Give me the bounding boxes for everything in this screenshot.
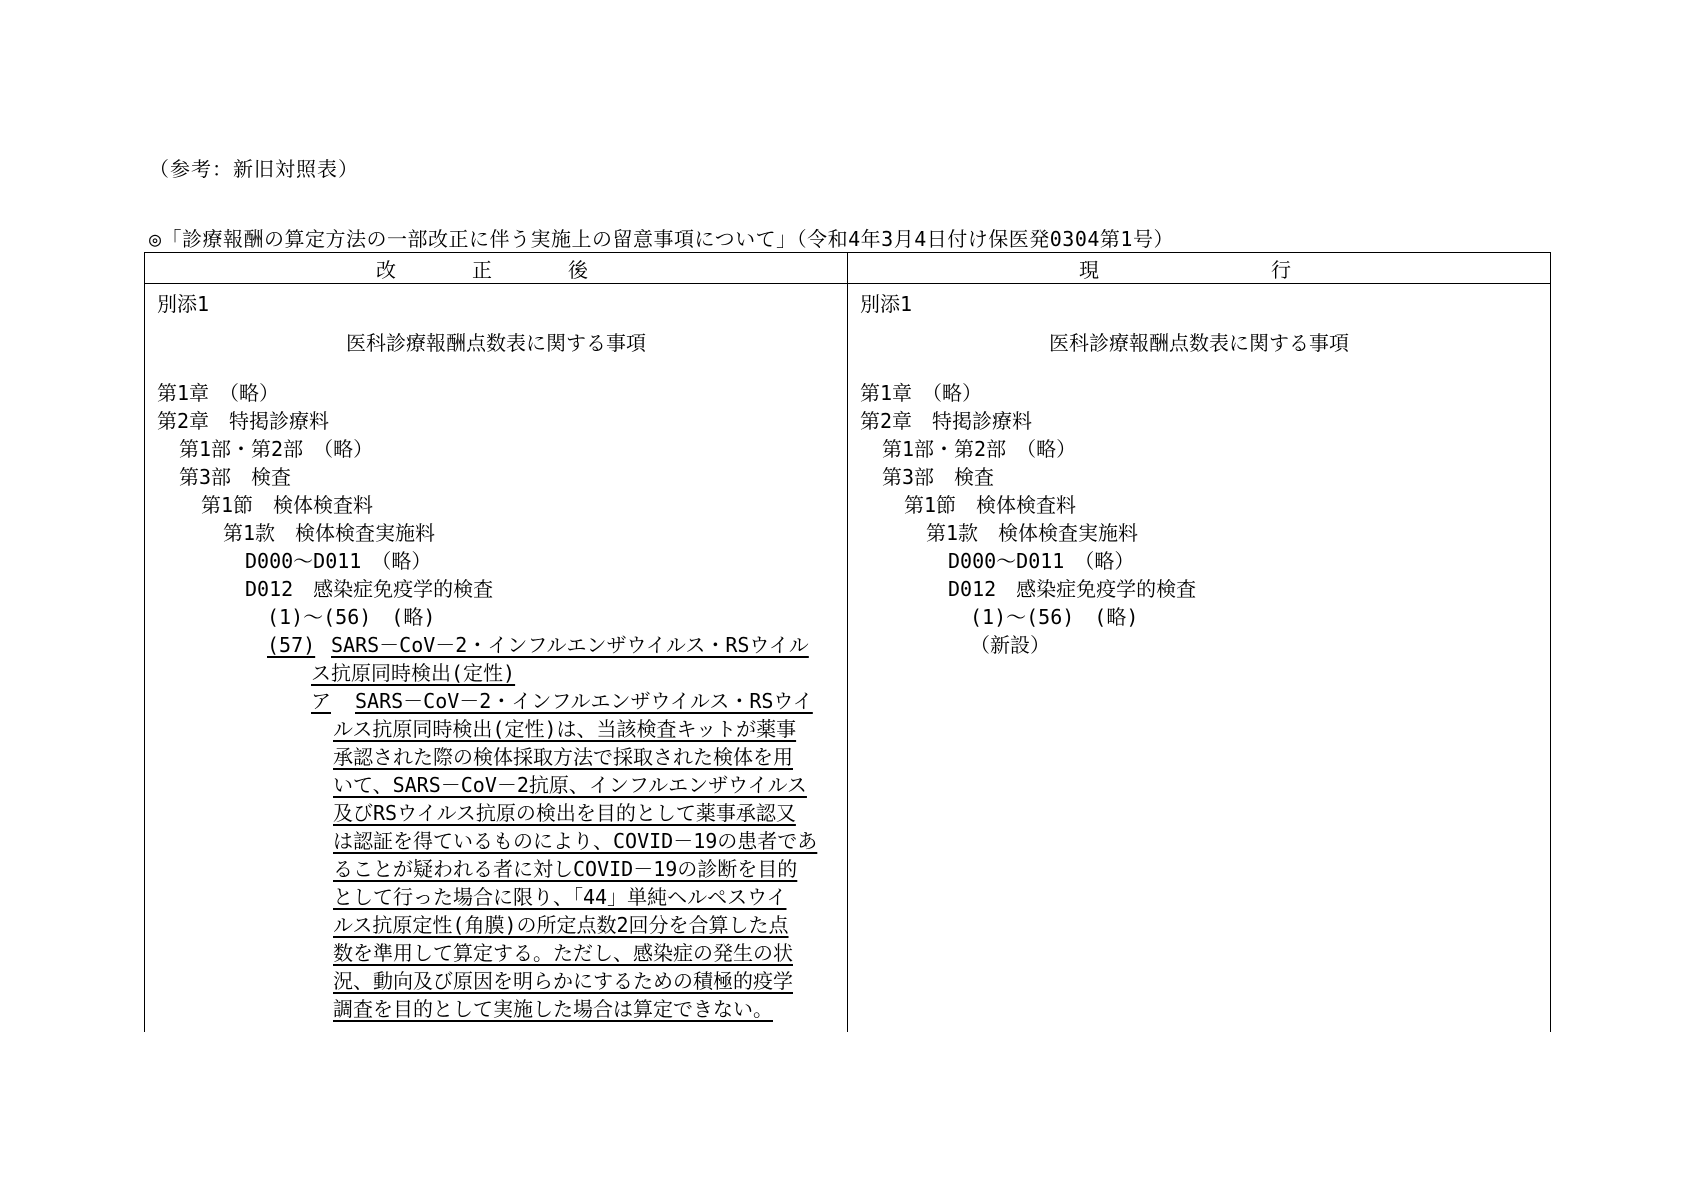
header-revised: 改 正 後 xyxy=(145,253,848,284)
subitem-a-line: いて、SARS－CoV－2抗原、インフルエンザウイルス xyxy=(333,773,807,797)
chapter-2: 第2章 特掲診療料 xyxy=(860,409,1033,433)
subitem-a-mark: ア xyxy=(311,689,331,713)
item-1: 第1款 検体検査実施料 xyxy=(926,521,1139,545)
range-1-56: (1)～(56) (略) xyxy=(970,605,1139,629)
chapter-1: 第1章 （略） xyxy=(860,381,983,405)
subitem-a-line: ることが疑われる者に対しCOVID－19の診断を目的 xyxy=(333,857,798,881)
chapter-1: 第1章 （略） xyxy=(157,381,280,405)
section-heading: 医科診療報酬点数表に関する事項 xyxy=(1049,331,1349,355)
part-1-2: 第1部・第2部 （略） xyxy=(179,437,374,461)
subitem-a-line: 数を準用して算定する。ただし、感染症の発生の状 xyxy=(333,941,793,965)
item-57-number: (57) xyxy=(267,633,316,657)
subitem-a-line: SARS－CoV－2・インフルエンザウイルス・RSウイ xyxy=(355,689,813,713)
item-57-title-line: ス抗原同時検出(定性) xyxy=(311,661,516,685)
column-revised xyxy=(145,284,848,1033)
part-1-2: 第1部・第2部 （略） xyxy=(882,437,1077,461)
item-d012: D012 感染症免疫学的検査 xyxy=(245,577,494,601)
section-heading: 医科診療報酬点数表に関する事項 xyxy=(346,331,646,355)
subitem-a-line: 承認された際の検体採取方法で採取された検体を用 xyxy=(333,745,793,769)
item-57-title-line: SARS－CoV－2・インフルエンザウイルス・RSウイル xyxy=(331,633,809,657)
item-d000: D000～D011 （略） xyxy=(948,549,1135,573)
header-current: 現 行 xyxy=(848,253,1551,284)
subitem-a-line: ルス抗原同時検出(定性)は、当該検査キットが薬事 xyxy=(333,717,797,741)
subitem-a-line: は認証を得ているものにより、COVID－19の患者であ xyxy=(333,829,818,853)
chapter-2: 第2章 特掲診療料 xyxy=(157,409,330,433)
range-1-56: (1)～(56) (略) xyxy=(267,605,436,629)
document-title: ◎「診療報酬の算定方法の一部改正に伴う実施上の留意事項について」（令和4年3月4日付け保医発0304第1号） xyxy=(149,227,1174,251)
comparison-table xyxy=(144,252,1551,1032)
subitem-a-line: として行った場合に限り、「44」単純ヘルペスウイ xyxy=(333,885,787,909)
subitem-a-line: 況、動向及び原因を明らかにするための積極的疫学 xyxy=(333,969,793,993)
part-3: 第3部 検査 xyxy=(882,465,995,489)
reference-label: （参考：新旧対照表） xyxy=(149,157,359,181)
item-d000: D000～D011 （略） xyxy=(245,549,432,573)
column-current xyxy=(848,284,1551,1033)
item-1: 第1款 検体検査実施料 xyxy=(223,521,436,545)
subitem-a-line: 調査を目的として実施した場合は算定できない。 xyxy=(333,997,773,1021)
attachment-label: 別添1 xyxy=(860,292,913,316)
item-d012: D012 感染症免疫学的検査 xyxy=(948,577,1197,601)
subitem-a-line: ルス抗原定性(角膜)の所定点数2回分を合算した点 xyxy=(333,913,789,937)
subitem-a-line: 及びRSウイルス抗原の検出を目的として薬事承認又 xyxy=(333,801,796,825)
section-1: 第1節 検体検査料 xyxy=(904,493,1077,517)
section-1: 第1節 検体検査料 xyxy=(201,493,374,517)
attachment-label: 別添1 xyxy=(157,292,210,316)
new-entry-label: （新設） xyxy=(970,633,1050,657)
part-3: 第3部 検査 xyxy=(179,465,292,489)
